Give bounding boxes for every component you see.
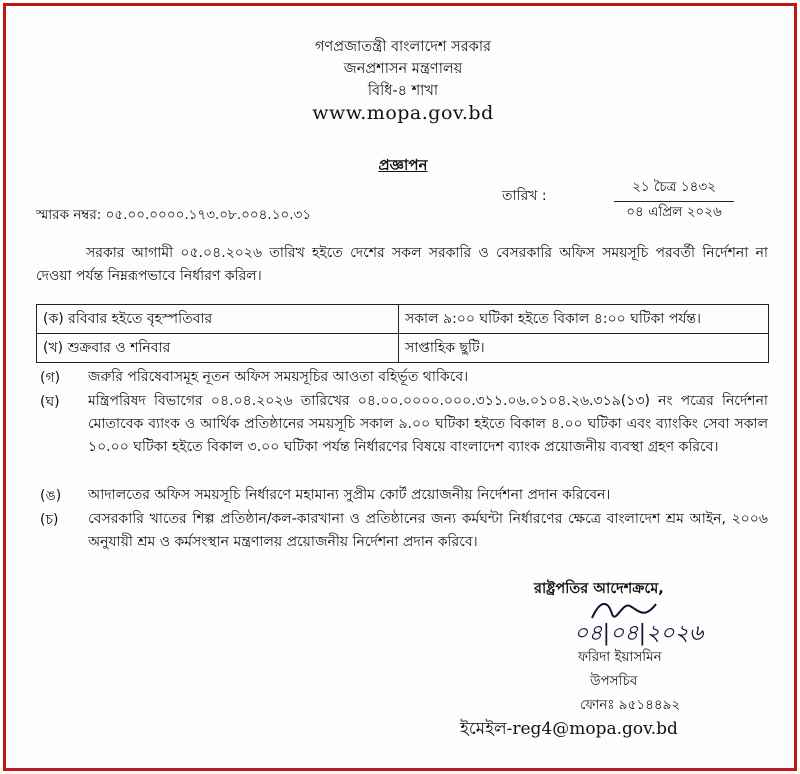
officer-name: ফরিদা ইয়াসমিন: [578, 649, 662, 665]
schedule-time: সাপ্তাহিক ছুটি।: [399, 334, 769, 363]
schedule-table: [36, 304, 769, 363]
memo-number: স্মারক নম্বর: ০৫.০০.০০০০.১৭৩.০৮.০০৪.১০.৩১: [36, 207, 312, 223]
table-row: [37, 334, 769, 363]
header-ministry: জনপ্রশাসন মন্ত্রণালয়: [343, 61, 463, 77]
item-text: মন্ত্রিপরিষদ বিভাগের ০৪.০৪.২০২৬ তারিখের ০৪.০০.০০০০.০০০.৩১১.০৬.০১০৪.২৬.৩১৯(১৩) নং পত্রের নির্দেশনা মোতাবেক ব্যাংক ও আর্থিক প্রতিষ্ঠানের সময়সূচি সকাল ৯.০০ ঘটিকা হইতে বিকাল ৪.০০ ঘটিকা এবং ব্যাংকিং সেবা সকাল ১০.০০ ঘটিকা হইতে বিকাল ৩.০০ ঘটিকা পর্যন্ত নির্ধারণের বিষয়ে বাংলাদেশ ব্যাংক প্রয়োজনীয় ব্যবস্থা গ্রহণ করিবে।: [88, 393, 768, 455]
order-line: রাষ্ট্রপতির আদেশক্রমে,: [534, 581, 664, 597]
schedule-table-wrap: [36, 304, 769, 363]
item-text: বেসরকারি খাতের শিল্প প্রতিষ্ঠান/কল-কারখানা ও প্রতিষ্ঠানের জন্য কর্মঘন্টা নির্ধারণের ক্ষেত্রে বাংলাদেশ শ্রম আইন, ২০০৬ অনুযায়ী শ্রম ও কর্মসংস্থান মন্ত্রণালয় প্রয়োজনীয় নির্দেশনা প্রদান করিবে।: [88, 511, 768, 550]
document-title: প্রজ্ঞাপন: [378, 156, 428, 174]
date-bangla: ২১ চৈত্র ১৪৩২: [614, 176, 734, 202]
date-label: তারিখ :: [502, 188, 547, 204]
header-branch: বিধি-৪ শাখা: [367, 83, 439, 99]
handwritten-date: ০৪|০৪|২০২৬: [574, 621, 704, 646]
schedule-days: (খ) শুক্রবার ও শনিবার: [37, 334, 399, 363]
schedule-time: সকাল ৯:০০ ঘটিকা হইতে বিকাল ৪:০০ ঘটিকা পর্যন্ত।: [399, 305, 769, 334]
table-row: [37, 305, 769, 334]
schedule-days: (ক) রবিবার হইতে বৃহস্পতিবার: [37, 305, 399, 334]
officer-email[interactable]: ইমেইল-reg4@mopa.gov.bd: [460, 719, 678, 739]
item-label: (ঙ): [40, 488, 62, 504]
header-website[interactable]: www.mopa.gov.bd: [312, 102, 494, 124]
item-text: জরুরি পরিষেবাসমূহ নূতন অফিস সময়সূচির আওতা বহির্ভূত থাকিবে।: [88, 369, 469, 385]
date-english: ০৪ এপ্রিল ২০২৬: [626, 204, 722, 220]
header-government: গণপ্রজাতন্ত্রী বাংলাদেশ সরকার: [314, 39, 491, 55]
officer-phone: ফোনঃ ৯৫১৪৪৯২: [580, 697, 681, 713]
item-label: (গ): [40, 370, 61, 386]
item-label: (ঘ): [40, 394, 60, 410]
item-text: আদালতের অফিস সময়সূচি নির্ধারণে মহামান্য সুপ্রীম কোর্ট প্রয়োজনীয় নির্দেশনা প্রদান করিবেন।: [88, 487, 611, 503]
officer-designation: উপসচিব: [590, 673, 638, 689]
item-label: (চ): [40, 512, 59, 528]
intro-paragraph: সরকার আগামী ০৫.০৪.২০২৬ তারিখ হইতে দেশের সকল সরকারি ও বেসরকারি অফিস সময়সূচি পরবর্তী নির্দেশনা না দেওয়া পর্যন্ত নিম্নরূপভাবে নির্ধারণ করিল।: [36, 245, 768, 284]
document-frame: [3, 3, 797, 771]
